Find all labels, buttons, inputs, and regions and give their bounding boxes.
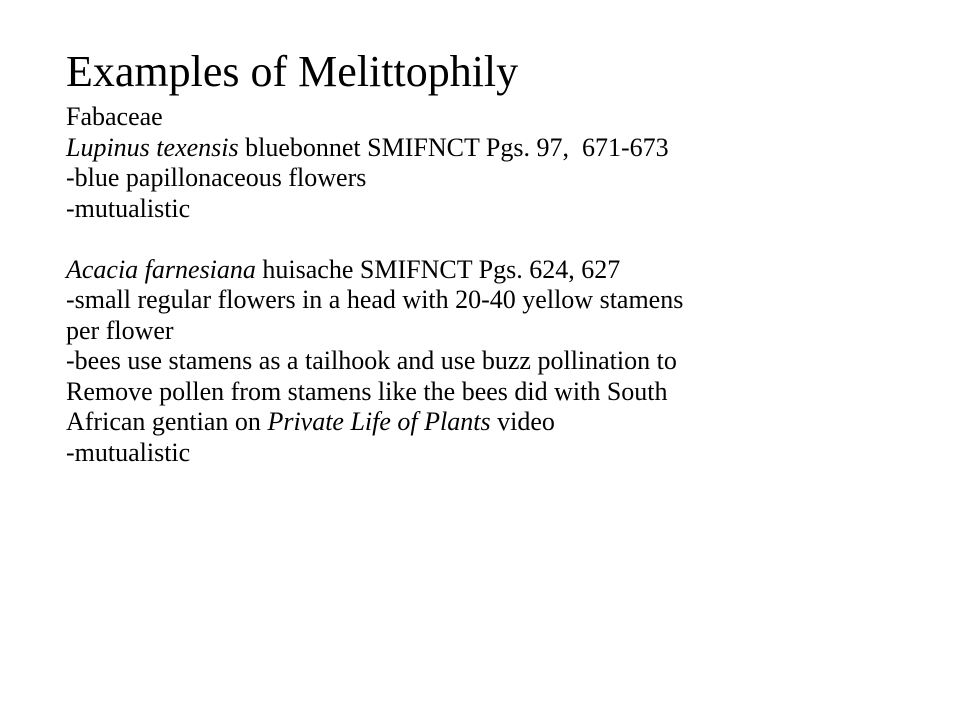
- video-line-after: video: [490, 407, 555, 436]
- spacer: [66, 224, 936, 255]
- species-note: -bees use stamens as a tailhook and use buzz pollination to: [66, 346, 677, 375]
- family-heading: Fabaceae: [66, 102, 163, 131]
- video-line-before: African gentian on: [66, 407, 268, 436]
- species-name-acacia: Acacia farnesiana: [66, 254, 256, 284]
- species-note: -mutualistic: [66, 193, 191, 223]
- species-note: -mutualistic: [66, 437, 191, 467]
- species-note: -blue papillonaceous flowers: [66, 163, 367, 192]
- species-line-acacia: [66, 255, 936, 286]
- species-common-ref-acacia: huisache SMIFNCT Pgs. 624, 627: [255, 254, 621, 284]
- slide-content: [66, 44, 936, 468]
- species-common-ref-lupinus: bluebonnet SMIFNCT Pgs. 97, 671-673: [238, 132, 669, 162]
- species-note: -small regular flowers in a head with 20-40 yellow stamens: [66, 285, 684, 314]
- species-note-video: [66, 407, 936, 438]
- video-title: Private Life of Plants: [267, 407, 491, 436]
- species-line-lupinus: [66, 133, 936, 164]
- species-note: per flower: [66, 315, 174, 345]
- species-note: Remove pollen from stamens like the bees did with South: [66, 376, 668, 406]
- slide-title: Examples of Melittophily: [66, 47, 519, 96]
- species-name-lupinus: Lupinus texensis: [66, 132, 239, 162]
